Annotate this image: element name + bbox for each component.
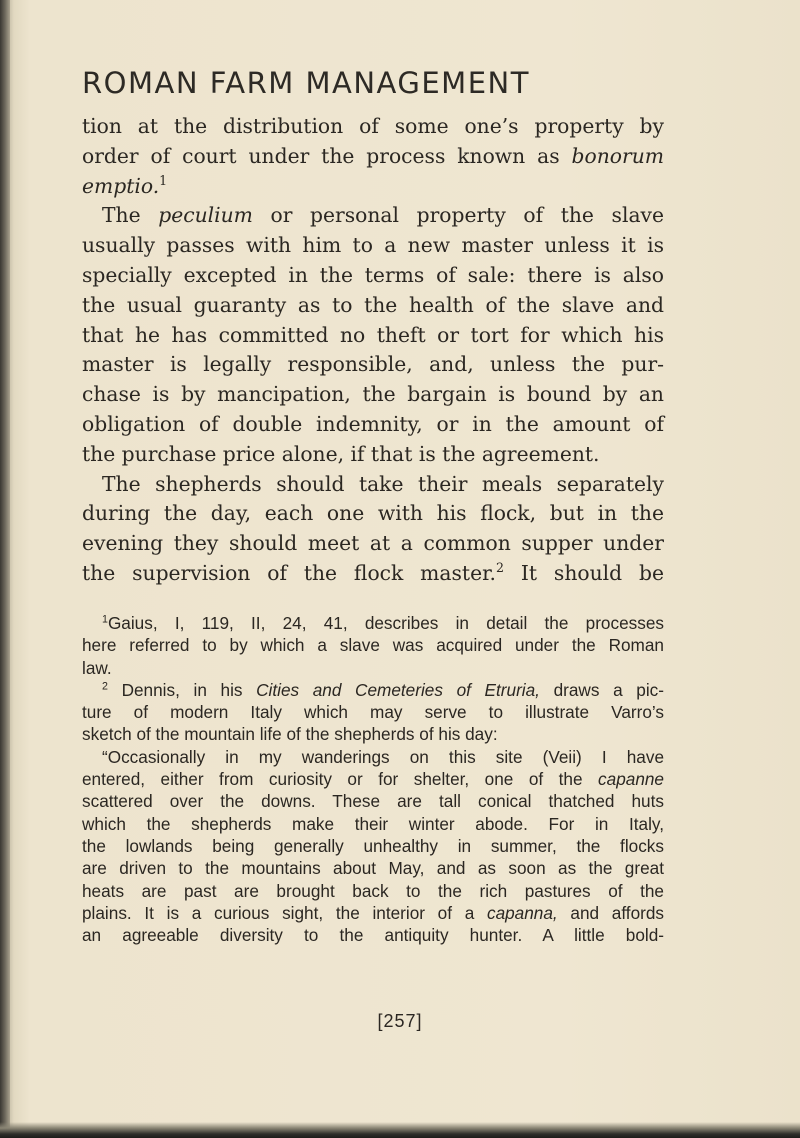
text-run: draws a pic- — [539, 679, 664, 700]
text-run: tion at the distribution of some one’s property by — [82, 114, 664, 138]
text-run: sketch of the mountain life of the shepherds of his day: — [82, 724, 498, 745]
text-line — [82, 350, 664, 380]
page-bottom-edge — [0, 1122, 800, 1138]
text-line — [82, 440, 664, 470]
text-run: specially excepted in the terms of sale: there is also — [82, 262, 664, 287]
text-run: during the day, each one with his flock, but in the — [82, 501, 664, 526]
text-run: and affords — [557, 902, 665, 923]
footnote-line — [82, 634, 664, 656]
footnotes — [82, 612, 664, 946]
footnote-line — [82, 768, 664, 790]
text-run: evening they should meet at a common supper under — [82, 531, 664, 556]
text-line — [82, 291, 664, 321]
text-line — [82, 201, 664, 231]
text-run: “Occasionally in my wanderings on this site (Veii) I have — [102, 746, 664, 767]
text-run: here referred to by which a slave was acquired under the Roman — [82, 635, 664, 656]
text-run: the usual guaranty as to the health of the slave and — [82, 292, 664, 317]
footnote-line — [82, 746, 664, 768]
page-spine-shadow — [0, 0, 10, 1138]
text-run: Gaius, I, 119, II, 24, 41, describes in detail the processes — [107, 613, 664, 633]
text-run: an agreeable diversity to the antiquity hunter. A little bold- — [82, 925, 664, 946]
text-run: are driven to the mountains about May, and as soon as the great — [82, 858, 664, 879]
text-line — [82, 261, 664, 291]
footnote-line — [82, 880, 664, 902]
text-run: Dennis, in his — [107, 679, 257, 700]
text-run: It should be — [504, 560, 664, 585]
footnote-line — [82, 657, 664, 679]
italic-text: capanna, — [486, 902, 558, 923]
text-line — [82, 559, 664, 589]
text-run: scattered over the downs. These are tall conical thatched huts — [82, 791, 664, 812]
italic-text: Cities and Cemeteries of Etruria, — [256, 679, 540, 700]
text-run: the lowlands being generally unhealthy in summer, the flocks — [82, 835, 664, 856]
text-run: chase is by mancipation, the bargain is bound by an — [82, 382, 664, 407]
main-text — [82, 112, 664, 589]
text-run: law. — [82, 657, 112, 678]
text-run: usually passes with him to a new master unless it is — [82, 233, 664, 258]
text-run: ture of modern Italy which may serve to illustrate Varro’s — [82, 702, 664, 723]
text-line — [82, 410, 664, 440]
italic-text: peculium — [158, 203, 253, 228]
footnote-line — [82, 835, 664, 857]
text-run: heats are past are brought back to the rich pastures of the — [82, 880, 664, 901]
footnote-line — [82, 902, 664, 924]
text-run: the supervision of the flock master. — [82, 560, 496, 585]
italic-text: bonorum — [571, 143, 664, 168]
text-run: The shepherds should take their meals separately — [102, 471, 664, 496]
text-line — [82, 380, 664, 410]
text-line — [82, 499, 664, 529]
italic-text: emptio. — [82, 173, 160, 198]
footnote-line — [82, 701, 664, 723]
text-line — [82, 142, 664, 172]
running-head: ROMAN FARM MANAGEMENT — [82, 66, 530, 100]
text-line — [82, 321, 664, 351]
footnote-marker: 1 — [102, 613, 108, 626]
footnote-line — [82, 679, 664, 701]
text-run: plains. It is a curious sight, the interior of a — [82, 902, 487, 923]
footnote-marker: 2 — [102, 680, 108, 693]
text-line — [82, 112, 664, 142]
text-line — [82, 529, 664, 559]
footnote-marker: 2 — [495, 560, 504, 576]
footnote-line — [82, 723, 664, 745]
text-line — [82, 470, 664, 500]
footnote-line — [82, 924, 664, 946]
italic-text: capanne — [598, 769, 664, 790]
text-run: the purchase price alone, if that is the agreement. — [82, 441, 600, 466]
text-run: that he has committed no theft or tort for which his — [82, 322, 664, 347]
text-line — [82, 172, 664, 202]
footnote-line — [82, 857, 664, 879]
text-run: obligation of double indemnity, or in the amount of — [82, 411, 664, 436]
text-run: which the shepherds make their winter abode. For in Italy, — [82, 813, 664, 834]
footnote-marker: 1 — [159, 172, 168, 188]
text-run: order of court under the process known as — [82, 143, 572, 168]
text-run: or personal property of the slave — [252, 203, 665, 228]
text-run: The — [102, 203, 159, 228]
text-line — [82, 231, 664, 261]
text-run: master is legally responsible, and, unless the pur- — [82, 352, 664, 377]
footnote-line — [82, 612, 664, 634]
footnote-line — [82, 790, 664, 812]
footnote-line — [82, 813, 664, 835]
page-number: [257] — [377, 1011, 423, 1031]
text-run: entered, either from curiosity or for shelter, one of the — [82, 769, 599, 790]
